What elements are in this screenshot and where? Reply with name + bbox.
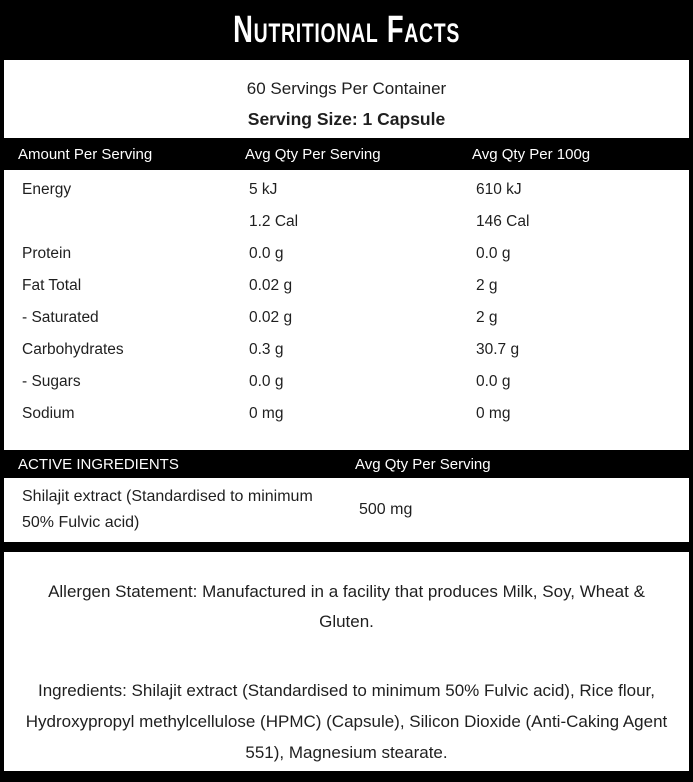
- nutrient-per-serving: 0.0 g: [249, 245, 284, 262]
- serving-info: [4, 60, 689, 138]
- separator-bar: [0, 542, 693, 552]
- column-header-per-100g: Avg Qty Per 100g: [472, 145, 591, 163]
- nutrient-label: Carbohydrates: [22, 341, 124, 358]
- page-title: Nutritional Facts: [233, 9, 460, 51]
- nutrient-per-serving: 0.3 g: [249, 341, 284, 358]
- ingredients-statement: Ingredients: Shilajit extract (Standardised to minimum 50% Fulvic acid), Rice flour, Hydroxypropyl methylcellulose (HPMC) (Capsule), Silicon Dioxide (Anti-Caking Agent 551), Magnesium stearate.: [25, 681, 668, 762]
- nutrient-per-100g: 0.0 g: [476, 373, 511, 390]
- bottom-bar: [0, 771, 693, 782]
- nutrient-per-100g: 146 Cal: [476, 213, 530, 230]
- nutrient-label: Sodium: [22, 405, 75, 422]
- spacer: [4, 430, 689, 450]
- table-row: [4, 366, 689, 398]
- active-ingredient-name: Shilajit extract (Standardised to minimum 50% Fulvic acid): [22, 488, 313, 531]
- table-row: [4, 334, 689, 366]
- allergen-statement: Allergen Statement: Manufactured in a facility that produces Milk, Soy, Wheat & Gluten.: [48, 582, 645, 631]
- nutrient-label: Energy: [22, 181, 72, 198]
- active-ingredient-row: [4, 478, 689, 542]
- servings-per-container: 60 Servings Per Container: [246, 79, 447, 98]
- active-ingredients-title: ACTIVE INGREDIENTS: [18, 455, 179, 473]
- nutrition-table-header: [0, 138, 693, 170]
- table-row: [4, 302, 689, 334]
- column-header-amount: Amount Per Serving: [18, 145, 153, 163]
- active-ingredients-qty-header: Avg Qty Per Serving: [355, 455, 491, 473]
- nutrient-per-100g: 0 mg: [476, 405, 511, 422]
- table-row: [4, 206, 689, 238]
- nutrition-table-body: [4, 170, 689, 430]
- nutrient-per-100g: 2 g: [476, 309, 498, 326]
- table-row: [4, 238, 689, 270]
- nutrient-label: Protein: [22, 245, 72, 262]
- table-row: [4, 270, 689, 302]
- title-bar: [0, 0, 693, 60]
- nutrient-label: - Saturated: [22, 309, 99, 326]
- nutrient-per-serving: 5 kJ: [249, 181, 278, 198]
- nutrient-per-serving: 0.0 g: [249, 373, 284, 390]
- nutrient-per-100g: 2 g: [476, 277, 498, 294]
- nutrient-per-serving: 1.2 Cal: [249, 213, 299, 230]
- nutrient-per-serving: 0.02 g: [249, 277, 293, 294]
- serving-size: Serving Size: 1 Capsule: [247, 109, 446, 129]
- nutrient-per-serving: 0.02 g: [249, 309, 293, 326]
- table-row: [4, 174, 689, 206]
- table-row: [4, 398, 689, 430]
- nutrient-label: Fat Total: [22, 277, 82, 294]
- active-ingredient-qty: 500 mg: [359, 501, 413, 518]
- nutrient-per-100g: 0.0 g: [476, 245, 511, 262]
- nutrient-per-serving: 0 mg: [249, 405, 284, 422]
- active-ingredients-header: [0, 450, 693, 478]
- nutrient-per-100g: 30.7 g: [476, 341, 520, 358]
- nutrient-per-100g: 610 kJ: [476, 181, 522, 198]
- nutrient-label: - Sugars: [22, 373, 81, 390]
- column-header-per-serving: Avg Qty Per Serving: [245, 145, 381, 163]
